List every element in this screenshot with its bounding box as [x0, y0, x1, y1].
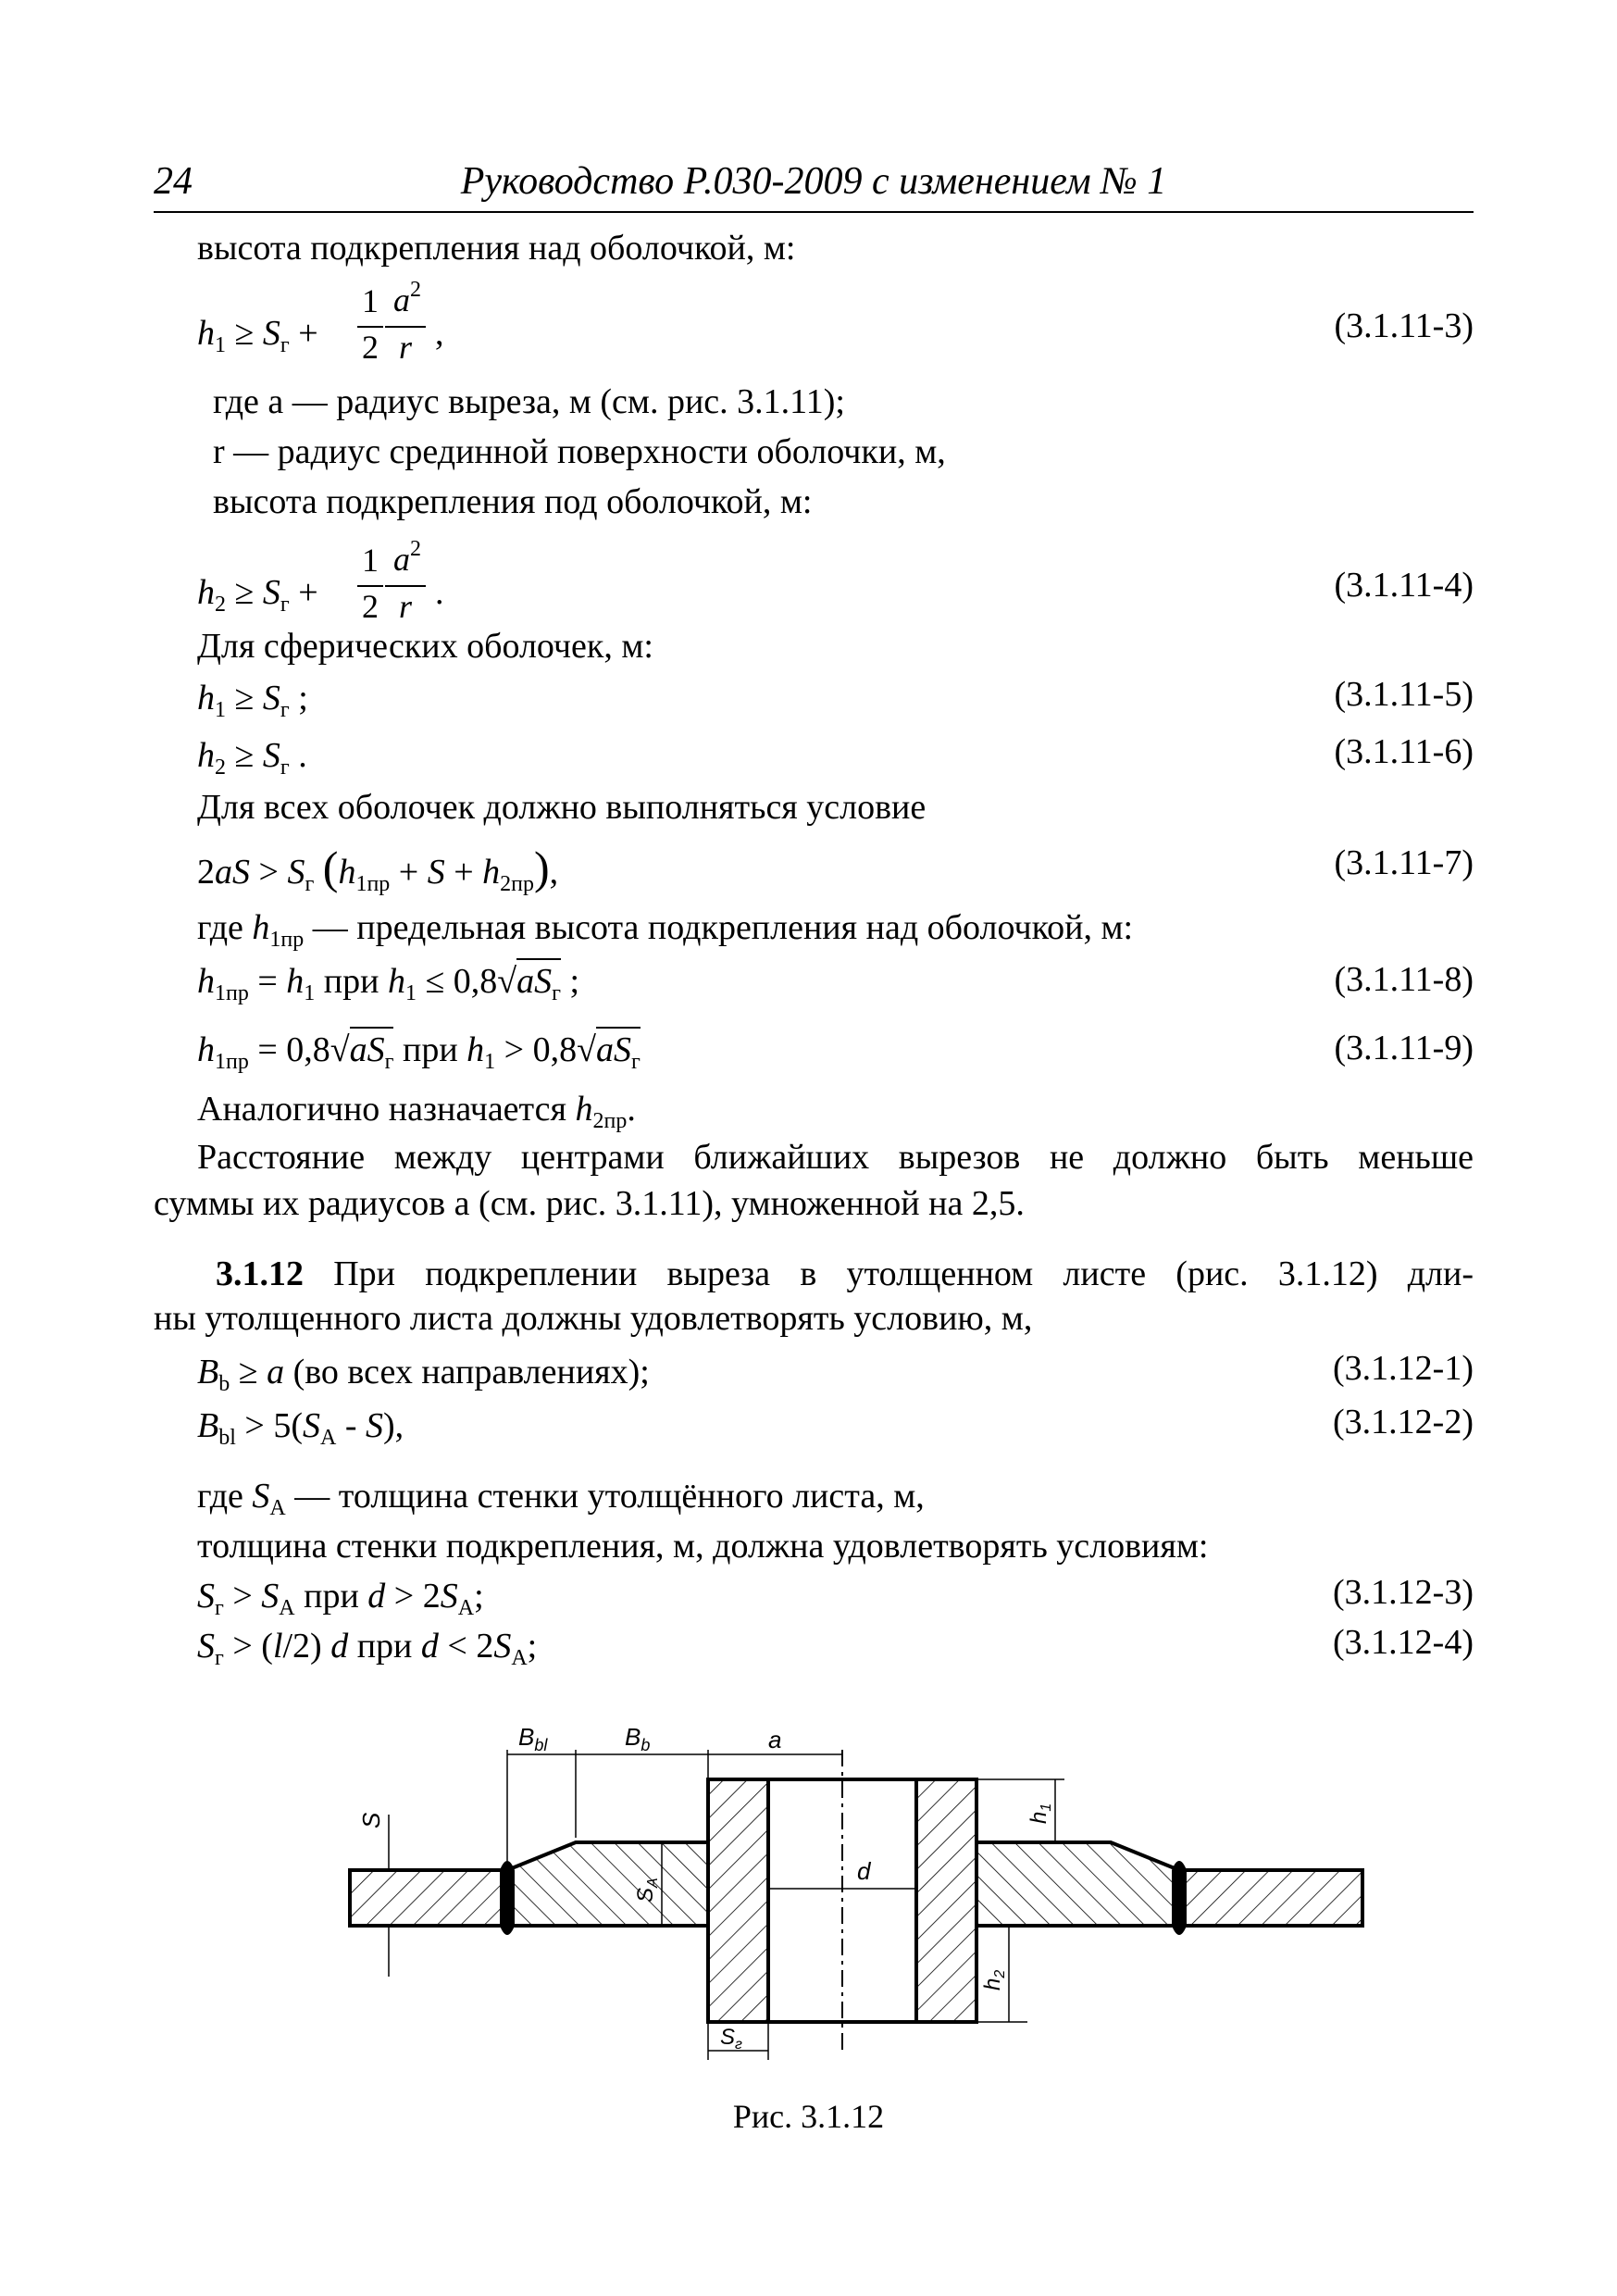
figure-3-1-12	[342, 1713, 1370, 2065]
label-h1: $h_1$	[1026, 1803, 1054, 1824]
eq-num-3-1-12-1: (3.1.12-1)	[1333, 1349, 1474, 1388]
text-line-6: Для всех оболочек должно выполняться условие	[197, 788, 927, 827]
eq-num-3-1-12-2: (3.1.12-2)	[1333, 1403, 1474, 1441]
right-nozzle-wall	[916, 1779, 976, 2022]
right-plate	[1179, 1870, 1362, 1926]
eq-num-3-1-12-3: (3.1.12-3)	[1333, 1573, 1474, 1612]
formula-3-1-12-1: $B_b \ge a$ (во всех направлениях);	[197, 1353, 650, 1396]
page-number: 24	[154, 160, 193, 203]
text-line-3: r — радиус срединной поверхности оболочки, м,	[213, 432, 946, 471]
eq-num-3-1-11-9: (3.1.11-9)	[1334, 1029, 1474, 1067]
eq-num-3-1-11-5: (3.1.11-5)	[1334, 675, 1474, 714]
left-weld	[500, 1861, 515, 1935]
right-weld	[1172, 1861, 1187, 1935]
left-nozzle-wall	[708, 1779, 768, 2022]
paragraph-2-line-1: 3.1.12 При подкреплении выреза в утолщенном листе (рис. 3.1.12) дли-	[216, 1254, 1474, 1293]
paragraph-1-line-2: суммы их радиусов а (см. рис. 3.1.11), умноженной на 2,5.	[154, 1184, 1025, 1223]
paragraph-2-line-2: ны утолщенного листа должны удовлетворять условию, м,	[154, 1299, 1033, 1338]
figure-caption: Рис. 3.1.12	[732, 2098, 885, 2135]
text-line-7: где $h_{1пр}$ — предельная высота подкрепления над оболочкой, м:	[197, 908, 1134, 952]
eq-num-3-1-11-4: (3.1.11-4)	[1334, 566, 1474, 605]
label-s: S	[357, 1812, 385, 1828]
left-plate	[350, 1870, 507, 1926]
left-thickened-plate	[507, 1842, 708, 1926]
formula-3-1-11-5: $h_1 \ge S_г$ ;	[197, 679, 308, 722]
formula-3-1-11-7: $2aS > S_г$ $(h_{1пр} + S + h_{2пр})$,	[197, 842, 559, 896]
text-line-10: толщина стенки подкрепления, м, должна удовлетворять условиям:	[197, 1527, 1209, 1566]
label-bb: $B_b$	[625, 1723, 651, 1754]
paragraph-1-line-1: Расстояние между центрами ближайших вырезов не должно быть меньше	[197, 1138, 1474, 1177]
label-sa: $S_A$	[633, 1878, 661, 1903]
eq-num-3-1-11-8: (3.1.11-8)	[1334, 960, 1474, 999]
label-d: d	[857, 1857, 871, 1885]
label-a: a	[768, 1726, 782, 1753]
eq-num-3-1-12-4: (3.1.12-4)	[1333, 1623, 1474, 1662]
formula-3-1-11-6: $h_2 \ge S_г$ .	[197, 736, 307, 780]
eq-num-3-1-11-7: (3.1.11-7)	[1334, 843, 1474, 882]
text-line-9: где $S_A$ — толщина стенки утолщённого листа, м,	[197, 1477, 925, 1520]
eq-num-3-1-11-3: (3.1.11-3)	[1334, 306, 1474, 345]
running-header	[154, 157, 1474, 213]
formula-3-1-11-8: $h_{1пр} = h_1$ при $h_1 \le 0,8√aS_г$ ;	[197, 961, 579, 1006]
text-line-1: высота подкрепления над оболочкой, м:	[197, 229, 796, 268]
eq-num-3-1-11-6: (3.1.11-6)	[1334, 732, 1474, 771]
document-page: 24 Руководство Р.030-2009 с изменением № 1 высота подкрепления над оболочкой, м: $h_1 \ge S_г$ + 1 2 $a^2$ r , (3.1.11-3) где а — радиус выреза, м (см. рис. 3.1.11); r — радиус срединной поверхности оболочки, м, высота подкрепления под оболочкой, м: $h_2 \ge S_г$ + 1 2 $a^2$ r . (3.1.11-4) Для сферических оболочек, м: $h_1 \ge S_г$ ; (3.1.11-5) $h_2 \ge S_г$ . (3.1.11-6) Для всех оболочек должно выполняться условие $2aS > S_г$ $(h_{1пр} + S + h_{2пр})$, (3.1.11-7) где $h_{1пр}$ — предельная высота подкрепления над оболочкой, м: $h_{1пр} = h_1$ при $h_1 \le 0,8√aS_г$ ; (3.1.11-8) $h_{1пр} = 0,8√aS_г$ при $h_1 > 0,8√aS_г$ (3.1.11-9) Аналогично назначается $h_{2пр}$. Расстояние между центрами ближайших вырезов не должно быть меньше суммы их радиусов а (см. рис. 3.1.11), умноженной на 2,5. 3.1.12 При подкреплении выреза в утолщенном листе (рис. 3.1.12) дли- ны утолщенного листа должны удовлетворять условию, м, $B_b \ge a$ (во всех направлениях); (3.1.12-1) $B_{bl} > 5(S_A - S)$, (3.1.12-2) где $S_A$ — толщина стенки утолщённого листа, м, толщина стенки подкрепления, м, должна удовлетворять условиям: $S_г > S_A$ при $d > 2S_A$; (3.1.12-3) $S_г > (l/2)$ d при $d < 2S_A$; (3.1.12-4) $B_{bl}$ $B_b$ a S $S_A$ d $h_1$ $h_2$ $S_г$ Рис. 3.1.12	[0, 0, 1617, 2296]
label-sr: $S_г$	[720, 2025, 742, 2053]
section-number: 3.1.12	[216, 1254, 304, 1293]
formula-3-1-12-2: $B_{bl} > 5(S_A - S)$,	[197, 1406, 404, 1450]
right-thickened-plate	[976, 1842, 1179, 1926]
text-line-8: Аналогично назначается $h_{2пр}$.	[197, 1090, 636, 1133]
formula-3-1-12-3: $S_г > S_A$ при $d > 2S_A$;	[197, 1577, 484, 1620]
formula-3-1-11-9: $h_{1пр} = 0,8√aS_г$ при $h_1 > 0,8√aS_г$	[197, 1029, 641, 1075]
formula-3-1-12-4: $S_г > (l/2)$ d при $d < 2S_A$;	[197, 1627, 538, 1670]
text-line-4: высота подкрепления под оболочкой, м:	[213, 482, 813, 521]
document-title: Руководство Р.030-2009 с изменением № 1	[460, 160, 1167, 203]
text-line-2: где а — радиус выреза, м (см. рис. 3.1.11);	[213, 382, 845, 421]
label-h2: $h_2$	[980, 1969, 1008, 1990]
label-bbl: $B_{bl}$	[518, 1723, 548, 1754]
text-line-5: Для сферических оболочек, м:	[197, 627, 653, 666]
